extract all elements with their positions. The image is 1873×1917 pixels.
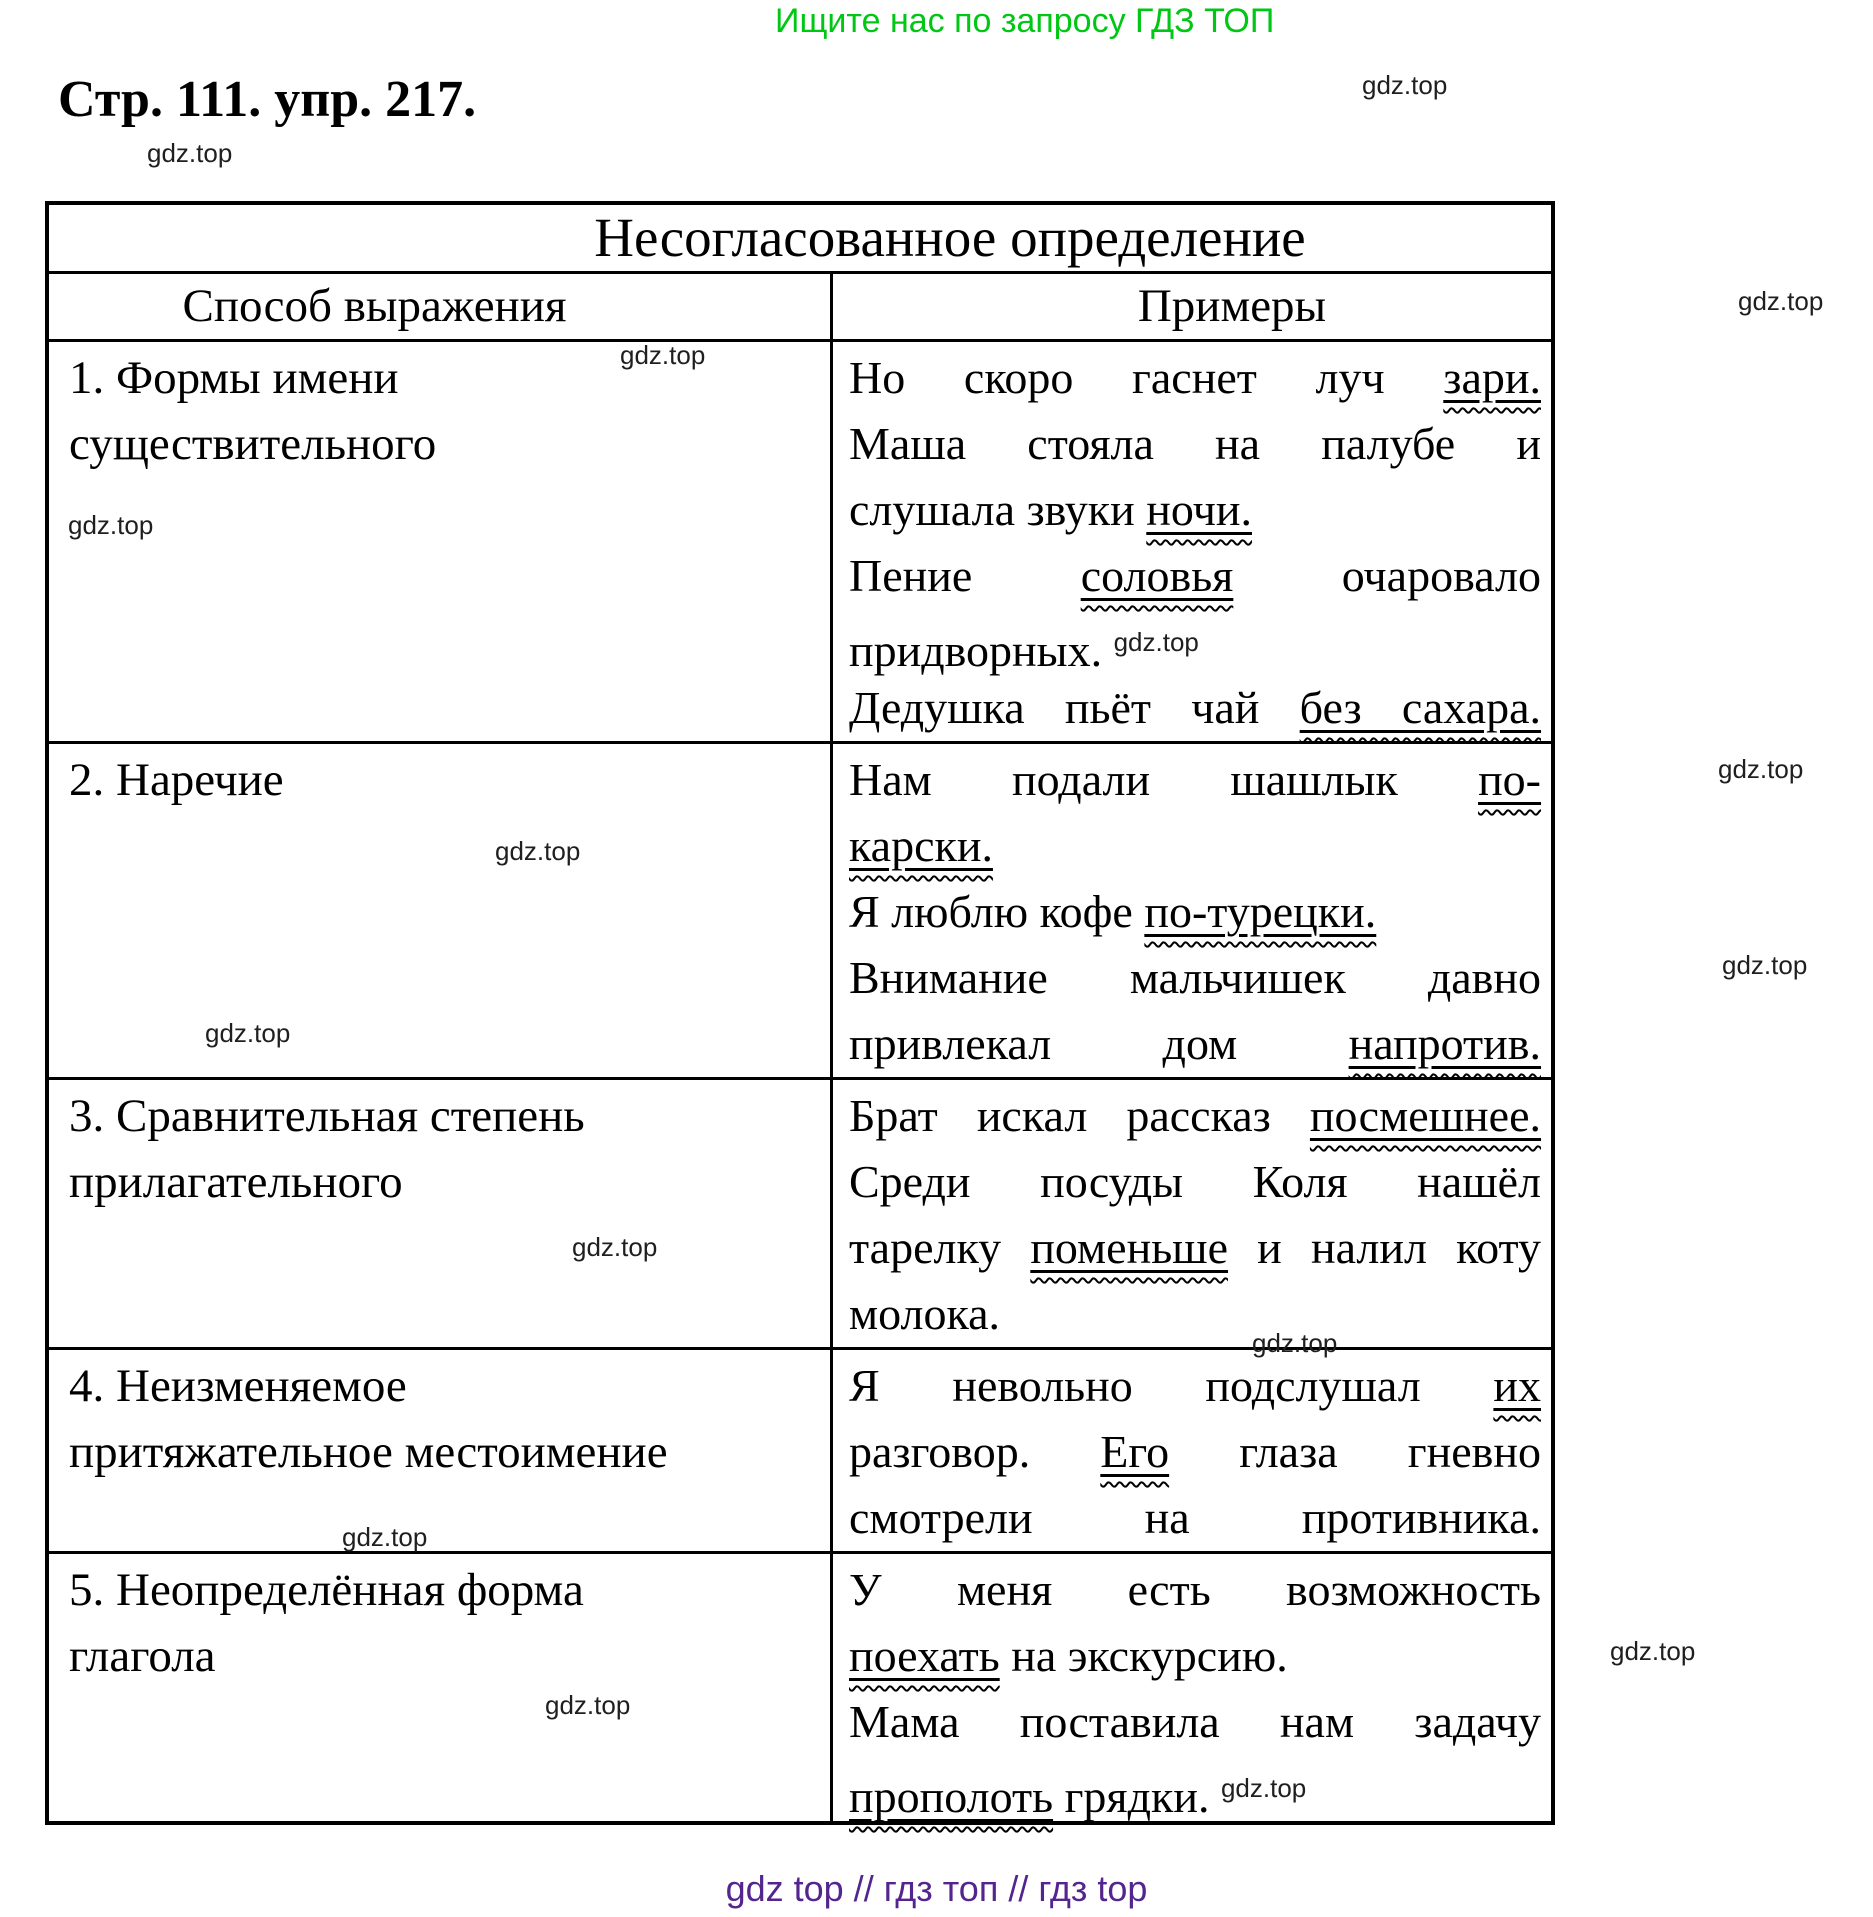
example-line: Внимание мальчишек давно <box>849 952 1541 1003</box>
example-line: смотрели на противника. <box>849 1492 1541 1543</box>
gdz-watermark: gdz.top <box>1738 286 1824 316</box>
method-cell <box>49 1080 833 1347</box>
grammar-table <box>45 201 1555 1825</box>
gdz-watermark: gdz.top <box>572 1232 658 1262</box>
example-line: Нам подали шашлык по- <box>849 754 1541 805</box>
method-line: 1. Формы имени <box>69 352 399 404</box>
gdz-watermark: gdz.top <box>545 1690 631 1720</box>
underlined-definition: Его <box>1100 1426 1170 1477</box>
examples-cell <box>833 1350 1551 1551</box>
example-line: Мама поставила нам задачу <box>849 1696 1541 1747</box>
table-body <box>49 342 1551 1821</box>
underlined-definition: зари. <box>1443 352 1541 403</box>
examples-cell <box>833 1554 1551 1821</box>
underlined-definition: их <box>1493 1360 1541 1411</box>
gdz-watermark: gdz.top <box>205 1018 291 1048</box>
gdz-watermark: gdz.top <box>620 340 706 370</box>
examples-cell <box>833 744 1551 1077</box>
underlined-definition: соловья <box>1080 550 1234 601</box>
gdz-watermark: gdz.top <box>1722 950 1808 980</box>
column-header-examples: Примеры <box>1137 280 1327 332</box>
example-line: Я люблю кофе по-турецки. <box>849 886 1377 937</box>
method-cell <box>49 744 833 1077</box>
underlined-definition: по-турецки. <box>1144 886 1377 937</box>
table-row <box>49 744 1551 1080</box>
example-line: слушала звуки ночи. <box>849 484 1252 535</box>
method-cell <box>49 342 833 741</box>
example-line: Я невольно подслушал их <box>849 1360 1541 1411</box>
gdz-watermark: gdz.top <box>342 1522 428 1552</box>
gdz-watermark: gdz.top <box>495 836 581 866</box>
example-line: Дедушка пьёт чай без сахара. <box>849 682 1541 733</box>
method-cell <box>49 1350 833 1551</box>
examples-cell <box>833 1080 1551 1347</box>
table-row <box>49 1350 1551 1554</box>
underlined-definition: без сахара. <box>1299 682 1541 733</box>
underlined-definition: поехать <box>849 1630 1000 1681</box>
underlined-definition: ночи. <box>1146 484 1252 535</box>
method-line: 5. Неопределённая форма <box>69 1564 584 1616</box>
underlined-definition: по- <box>1478 754 1541 805</box>
example-line: придворных. $^{gdz.top}$ <box>849 625 1199 676</box>
example-line: разговор. Его глаза гневно <box>849 1426 1542 1477</box>
example-line: Но скоро гаснет луч зари. <box>849 352 1541 403</box>
method-line: 4. Неизменяемое <box>69 1360 407 1412</box>
examples-cell <box>833 342 1551 741</box>
example-line: тарелку поменьше и налил коту <box>849 1222 1541 1273</box>
table-row <box>49 342 1551 744</box>
method-cell <box>49 1554 833 1821</box>
method-line: 3. Сравнительная степень <box>69 1090 585 1142</box>
example-line: привлекал дом напротив. <box>849 1018 1541 1069</box>
gdz-watermark: gdz.top <box>1252 1328 1338 1358</box>
gdz-watermark: gdz.top <box>1610 1636 1696 1666</box>
example-line: молока. <box>849 1288 1001 1339</box>
example-line: Пение соловья очаровало <box>849 550 1541 601</box>
gdz-watermark: gdz.top <box>147 138 233 168</box>
example-line: поехать на экскурсию. <box>849 1630 1288 1681</box>
underlined-definition: напротив. <box>1348 1018 1541 1069</box>
method-line: существительного <box>69 418 437 470</box>
table-row <box>49 1554 1551 1821</box>
example-line: Брат искал рассказ посмешнее. <box>849 1090 1541 1141</box>
method-line: глагола <box>69 1630 216 1682</box>
underlined-definition: карски. <box>849 820 993 871</box>
table-row <box>49 1080 1551 1350</box>
example-line: Среди посуды Коля нашёл <box>849 1156 1541 1207</box>
gdz-watermark: gdz.top <box>1362 70 1448 100</box>
example-line: прополоть грядки. $^{gdz.top}$ <box>849 1771 1307 1822</box>
footer-links[interactable]: gdz top // гдз топ // гдз top <box>725 1868 1148 1909</box>
example-line: Маша стояла на палубе и <box>849 418 1541 469</box>
gdz-watermark: gdz.top <box>1220 1773 1307 1803</box>
underlined-definition: прополоть <box>849 1771 1054 1822</box>
gdz-watermark: gdz.top <box>68 510 154 540</box>
method-line: прилагательного <box>69 1156 403 1208</box>
table-header-row <box>49 274 1551 342</box>
column-header-method: Способ выражения <box>49 274 833 339</box>
gdz-watermark: gdz.top <box>1113 627 1199 657</box>
gdz-watermark: gdz.top <box>1718 754 1804 784</box>
example-line: У меня есть возможность <box>849 1564 1541 1615</box>
example-line <box>849 813 1541 879</box>
promo-header: Ищите нас по запросу ГДЗ ТОП <box>775 2 1275 40</box>
table-title: Несогласованное определение <box>49 205 1551 274</box>
page-title: Стр. 111. упр. 217. <box>58 71 477 128</box>
underlined-definition: поменьше <box>1030 1222 1229 1273</box>
underlined-definition: посмешнее. <box>1309 1090 1541 1141</box>
method-line: притяжательное местоимение <box>69 1426 668 1478</box>
method-line: 2. Наречие <box>69 754 284 806</box>
